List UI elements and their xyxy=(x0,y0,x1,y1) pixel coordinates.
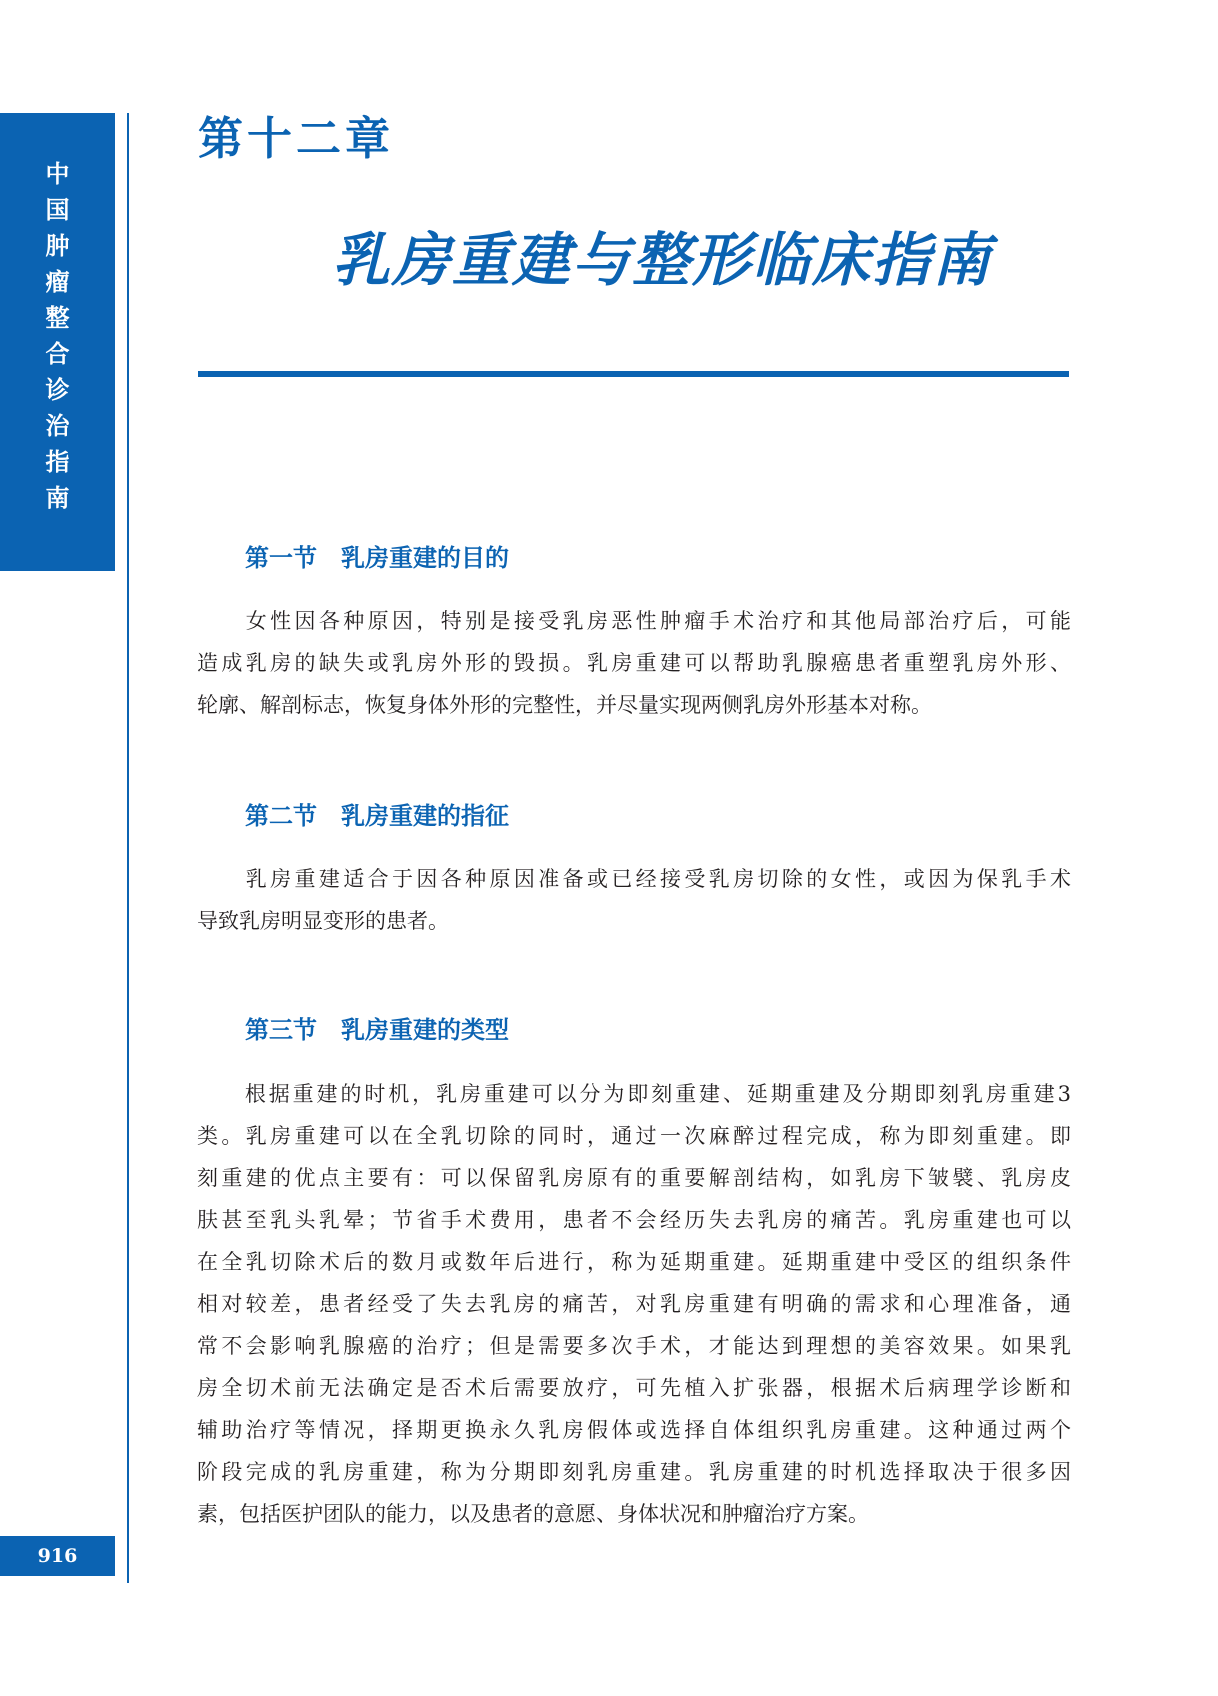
section-paragraph xyxy=(197,600,1071,726)
paragraph-line: 根据重建的时机，乳房重建可以分为即刻重建、延期重建及分期即刻乳房重建3 xyxy=(197,1082,1071,1106)
paragraph-line: 在全乳切除术后的数月或数年后进行，称为延期重建。延期重建中受区的组织条件 xyxy=(197,1250,1071,1274)
sidebar-label-char: 肿 xyxy=(45,232,70,260)
paragraph-line: 女性因各种原因，特别是接受乳房恶性肿瘤手术治疗和其他局部治疗后，可能 xyxy=(197,609,1071,633)
section-heading: 第三节 乳房重建的类型 xyxy=(245,1015,509,1044)
sidebar-label-char: 诊 xyxy=(45,376,70,404)
sidebar-book-tab xyxy=(0,113,115,571)
paragraph-line: 相对较差，患者经受了失去乳房的痛苦，对乳房重建有明确的需求和心理准备，通 xyxy=(197,1292,1071,1316)
sidebar-label-char: 指 xyxy=(45,448,70,476)
paragraph-line: 类。乳房重建可以在全乳切除的同时，通过一次麻醉过程完成，称为即刻重建。即 xyxy=(197,1124,1071,1148)
sidebar-label-char: 整 xyxy=(45,304,70,332)
sidebar-label-char: 瘤 xyxy=(45,268,70,296)
sidebar-label-char: 治 xyxy=(45,412,70,440)
sidebar-label-char: 合 xyxy=(45,340,70,368)
sidebar-label-char: 国 xyxy=(45,196,70,224)
section-paragraph xyxy=(197,1073,1071,1535)
paragraph-line: 轮廓、解剖标志，恢复身体外形的完整性，并尽量实现两侧乳房外形基本对称。 xyxy=(197,693,932,717)
paragraph-line: 房全切术前无法确定是否术后需要放疗，可先植入扩张器，根据术后病理学诊断和 xyxy=(197,1376,1071,1400)
paragraph-line: 肤甚至乳头乳晕；节省手术费用，患者不会经历失去乳房的痛苦。乳房重建也可以 xyxy=(197,1208,1071,1232)
paragraph-line: 常不会影响乳腺癌的治疗；但是需要多次手术，才能达到理想的美容效果。如果乳 xyxy=(197,1334,1071,1358)
paragraph-line: 阶段完成的乳房重建，称为分期即刻乳房重建。乳房重建的时机选择取决于很多因 xyxy=(197,1460,1071,1484)
paragraph-line: 素，包括医护团队的能力，以及患者的意愿、身体状况和肿瘤治疗方案。 xyxy=(197,1502,869,1526)
paragraph-line: 刻重建的优点主要有：可以保留乳房原有的重要解剖结构，如乳房下皱襞、乳房皮 xyxy=(197,1166,1071,1190)
paragraph-line: 导致乳房明显变形的患者。 xyxy=(197,909,449,933)
chapter-title: 乳房重建与整形临床指南 xyxy=(332,226,993,294)
page-number: 916 xyxy=(0,1536,115,1576)
paragraph-line: 辅助治疗等情况，择期更换永久乳房假体或选择自体组织乳房重建。这种通过两个 xyxy=(197,1418,1071,1442)
sidebar-label-char: 中 xyxy=(45,160,70,188)
paragraph-line: 乳房重建适合于因各种原因准备或已经接受乳房切除的女性，或因为保乳手术 xyxy=(197,867,1071,891)
section-paragraph xyxy=(197,858,1071,942)
sidebar-label-char: 南 xyxy=(45,484,70,512)
vertical-divider xyxy=(127,113,129,1583)
section-heading: 第一节 乳房重建的目的 xyxy=(245,543,509,572)
title-divider xyxy=(198,371,1069,377)
section-heading: 第二节 乳房重建的指征 xyxy=(245,801,509,830)
paragraph-line: 造成乳房的缺失或乳房外形的毁损。乳房重建可以帮助乳腺癌患者重塑乳房外形、 xyxy=(197,651,1071,675)
chapter-number: 第十二章 xyxy=(198,112,395,165)
